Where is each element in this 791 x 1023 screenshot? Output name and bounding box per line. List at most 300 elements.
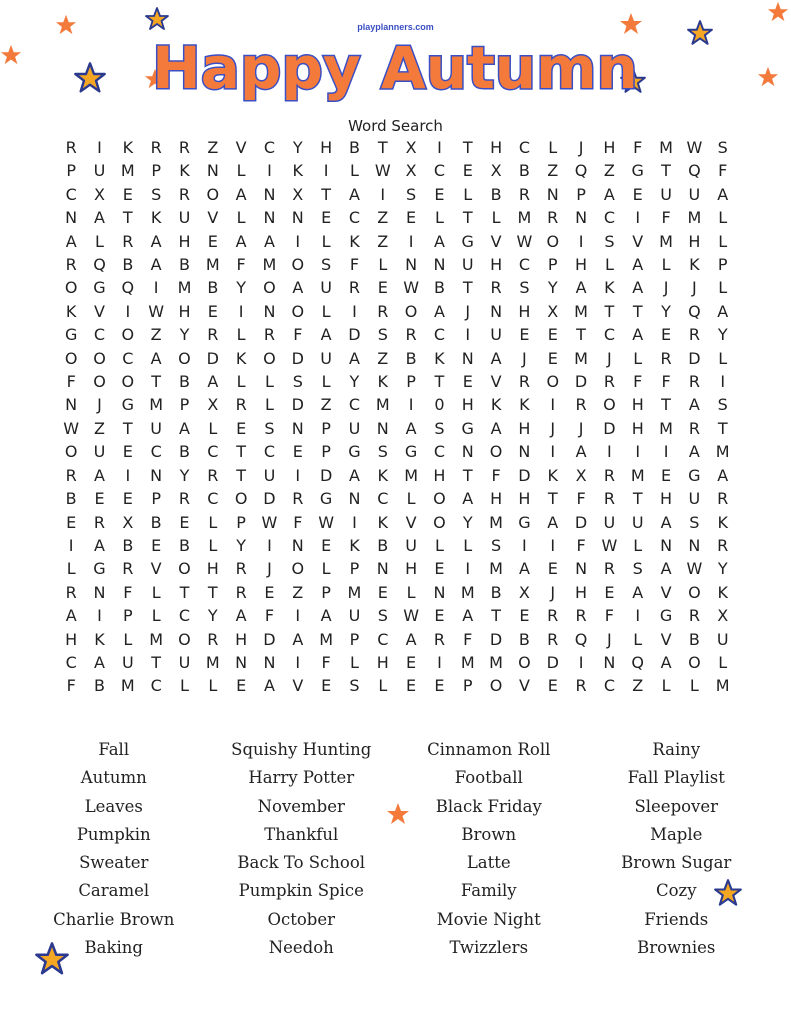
grid-letter[interactable]: H [688, 231, 701, 251]
grid-letter[interactable]: R [518, 184, 530, 204]
grid-letter[interactable]: I [295, 231, 301, 251]
grid-letter[interactable]: L [349, 161, 359, 181]
grid-letter[interactable]: K [519, 395, 530, 415]
grid-letter[interactable]: N [575, 208, 588, 228]
grid-letter[interactable]: A [94, 535, 105, 555]
grid-letter[interactable]: A [65, 231, 77, 251]
grid-letter[interactable]: E [377, 278, 388, 298]
grid-letter[interactable]: U [178, 652, 191, 672]
grid-letter[interactable]: I [238, 301, 244, 321]
grid-letter[interactable]: N [263, 184, 276, 204]
grid-letter[interactable]: O [688, 652, 701, 672]
grid-letter[interactable]: O [178, 559, 191, 579]
grid-letter[interactable]: A [235, 184, 247, 204]
grid-letter[interactable]: I [635, 606, 641, 626]
grid-letter[interactable]: E [462, 161, 473, 181]
grid-letter[interactable]: U [348, 606, 361, 626]
grid-letter[interactable]: K [717, 582, 728, 602]
grid-letter[interactable]: K [349, 231, 360, 251]
grid-letter[interactable]: S [406, 184, 417, 204]
grid-letter[interactable]: B [490, 582, 502, 602]
grid-letter[interactable]: Z [207, 138, 219, 157]
grid-letter[interactable]: G [461, 418, 474, 438]
grid-letter[interactable]: E [604, 582, 615, 602]
grid-letter[interactable]: J [267, 559, 272, 579]
grid-letter[interactable]: V [94, 301, 105, 321]
grid-letter[interactable]: R [547, 208, 559, 228]
grid-letter[interactable]: F [123, 582, 133, 602]
grid-letter[interactable]: E [122, 184, 133, 204]
grid-letter[interactable]: W [516, 231, 533, 251]
grid-letter[interactable]: N [688, 535, 701, 555]
grid-letter[interactable]: L [718, 231, 728, 251]
grid-letter[interactable]: E [434, 559, 445, 579]
grid-letter[interactable]: J [465, 301, 471, 321]
grid-letter[interactable]: T [151, 652, 162, 672]
grid-letter[interactable]: W [601, 535, 618, 555]
grid-letter[interactable]: R [207, 325, 219, 345]
grid-letter[interactable]: C [433, 325, 446, 345]
grid-letter[interactable]: D [603, 418, 616, 438]
grid-letter[interactable]: C [93, 325, 106, 345]
grid-letter[interactable]: P [717, 255, 728, 275]
grid-letter[interactable]: K [377, 372, 389, 392]
grid-letter[interactable]: M [319, 629, 334, 649]
grid-letter[interactable]: R [150, 138, 162, 157]
grid-letter[interactable]: C [348, 208, 361, 228]
grid-letter[interactable]: T [151, 372, 162, 392]
grid-letter[interactable]: R [178, 138, 191, 157]
grid-letter[interactable]: H [490, 138, 503, 157]
grid-letter[interactable]: M [630, 465, 645, 485]
grid-letter[interactable]: N [291, 535, 304, 555]
grid-letter[interactable]: E [406, 676, 417, 696]
grid-letter[interactable]: J [578, 138, 584, 157]
grid-letter[interactable]: T [122, 418, 133, 438]
grid-letter[interactable]: N [206, 161, 219, 181]
grid-letter[interactable]: M [715, 676, 730, 696]
grid-letter[interactable]: L [321, 301, 331, 321]
grid-letter[interactable]: H [575, 255, 588, 275]
grid-letter[interactable]: V [490, 231, 502, 251]
grid-letter[interactable]: I [380, 184, 386, 204]
grid-letter[interactable]: Z [632, 676, 644, 696]
grid-letter[interactable]: K [434, 348, 445, 368]
grid-letter[interactable]: A [433, 301, 445, 321]
grid-letter[interactable]: U [631, 512, 644, 532]
grid-letter[interactable]: Q [631, 652, 645, 672]
grid-letter[interactable]: P [349, 559, 360, 579]
grid-letter[interactable]: L [208, 418, 218, 438]
grid-letter[interactable]: M [574, 301, 588, 321]
grid-letter[interactable]: G [461, 231, 474, 251]
grid-letter[interactable]: J [522, 348, 527, 368]
grid-letter[interactable]: I [408, 395, 414, 415]
grid-letter[interactable]: R [65, 138, 77, 157]
grid-letter[interactable]: D [574, 372, 588, 392]
grid-letter[interactable]: N [93, 582, 106, 602]
grid-letter[interactable]: E [547, 559, 558, 579]
grid-letter[interactable]: R [575, 606, 587, 626]
grid-letter[interactable]: H [235, 629, 248, 649]
grid-letter[interactable]: Q [574, 161, 588, 181]
grid-letter[interactable]: E [547, 348, 558, 368]
grid-letter[interactable]: M [149, 395, 164, 415]
grid-letter[interactable]: E [321, 676, 332, 696]
grid-letter[interactable]: I [550, 395, 556, 415]
grid-letter[interactable]: R [575, 676, 587, 696]
grid-letter[interactable]: D [518, 465, 531, 485]
grid-letter[interactable]: S [717, 138, 728, 157]
grid-letter[interactable]: T [632, 489, 643, 509]
grid-letter[interactable]: F [633, 138, 643, 157]
grid-letter[interactable]: A [348, 184, 360, 204]
grid-letter[interactable]: E [179, 512, 190, 532]
grid-letter[interactable]: L [236, 161, 246, 181]
grid-letter[interactable]: J [607, 348, 612, 368]
grid-letter[interactable]: A [603, 184, 615, 204]
grid-letter[interactable]: T [604, 301, 615, 321]
grid-letter[interactable]: L [265, 372, 274, 392]
grid-letter[interactable]: L [718, 348, 728, 368]
grid-letter[interactable]: R [122, 231, 134, 251]
grid-letter[interactable]: Y [236, 278, 247, 298]
grid-letter[interactable]: H [405, 559, 418, 579]
grid-letter[interactable]: S [321, 255, 332, 275]
grid-letter[interactable]: N [461, 442, 474, 462]
grid-letter[interactable]: V [207, 208, 219, 228]
grid-letter[interactable]: T [661, 395, 671, 415]
grid-letter[interactable]: U [461, 255, 474, 275]
grid-letter[interactable]: H [518, 301, 531, 321]
grid-letter[interactable]: R [688, 418, 700, 438]
grid-letter[interactable]: C [603, 208, 615, 228]
grid-letter[interactable]: I [352, 512, 357, 532]
grid-letter[interactable]: K [235, 348, 247, 368]
grid-letter[interactable]: A [94, 652, 105, 672]
grid-letter[interactable]: B [518, 161, 530, 181]
grid-letter[interactable]: L [718, 208, 728, 228]
grid-letter[interactable]: M [715, 442, 730, 462]
grid-letter[interactable]: A [292, 278, 304, 298]
grid-letter[interactable]: W [374, 161, 391, 181]
grid-letter[interactable]: O [121, 325, 135, 345]
grid-letter[interactable]: I [295, 606, 301, 626]
grid-letter[interactable]: F [349, 255, 360, 275]
grid-letter[interactable]: Z [603, 161, 615, 181]
grid-letter[interactable]: S [292, 372, 303, 392]
grid-letter[interactable]: P [406, 372, 416, 392]
grid-letter[interactable]: C [377, 489, 389, 509]
grid-letter[interactable]: F [718, 161, 728, 181]
grid-letter[interactable]: E [547, 676, 558, 696]
grid-letter[interactable]: V [660, 582, 672, 602]
grid-letter[interactable]: P [122, 606, 133, 626]
grid-letter[interactable]: B [94, 676, 105, 696]
grid-letter[interactable]: A [462, 606, 474, 626]
grid-letter[interactable]: R [93, 512, 106, 532]
grid-letter[interactable]: H [490, 489, 503, 509]
grid-letter[interactable]: R [348, 278, 360, 298]
grid-letter[interactable]: M [177, 278, 192, 298]
grid-letter[interactable]: Q [574, 629, 588, 649]
grid-letter[interactable]: X [122, 512, 134, 532]
grid-letter[interactable]: N [65, 208, 78, 228]
grid-letter[interactable]: O [234, 489, 248, 509]
grid-letter[interactable]: A [462, 489, 474, 509]
grid-letter[interactable]: T [491, 606, 501, 626]
grid-letter[interactable]: E [661, 465, 672, 485]
grid-letter[interactable]: N [603, 652, 616, 672]
grid-letter[interactable]: A [490, 418, 502, 438]
grid-letter[interactable]: U [178, 208, 191, 228]
grid-letter[interactable]: G [121, 395, 135, 415]
grid-letter[interactable]: U [490, 325, 502, 345]
grid-letter[interactable]: A [320, 606, 332, 626]
grid-letter[interactable]: U [320, 278, 332, 298]
grid-letter[interactable]: S [689, 512, 700, 532]
grid-letter[interactable]: B [377, 535, 389, 555]
grid-letter[interactable]: G [93, 278, 106, 298]
grid-letter[interactable]: M [687, 208, 702, 228]
grid-letter[interactable]: I [68, 535, 74, 555]
grid-letter[interactable]: J [663, 278, 669, 298]
grid-letter[interactable]: C [348, 395, 361, 415]
grid-letter[interactable]: R [235, 582, 247, 602]
grid-letter[interactable]: Y [207, 606, 218, 626]
grid-letter[interactable]: S [151, 184, 162, 204]
grid-letter[interactable]: G [518, 512, 531, 532]
grid-letter[interactable]: U [688, 489, 701, 509]
grid-letter[interactable]: M [205, 652, 220, 672]
grid-letter[interactable]: O [603, 395, 616, 415]
grid-letter[interactable]: A [660, 652, 672, 672]
grid-letter[interactable]: G [319, 489, 333, 509]
grid-letter[interactable]: E [321, 208, 332, 228]
grid-letter[interactable]: L [491, 208, 501, 228]
grid-letter[interactable]: I [578, 652, 584, 672]
grid-letter[interactable]: H [65, 629, 78, 649]
grid-letter[interactable]: M [659, 418, 673, 438]
grid-letter[interactable]: U [716, 629, 729, 649]
grid-letter[interactable]: Y [717, 559, 728, 579]
grid-letter[interactable]: I [465, 325, 471, 345]
grid-letter[interactable]: F [236, 255, 246, 275]
grid-letter[interactable]: L [689, 676, 699, 696]
grid-letter[interactable]: H [461, 395, 474, 415]
grid-letter[interactable]: R [603, 559, 615, 579]
grid-letter[interactable]: F [576, 535, 586, 555]
grid-letter[interactable]: E [434, 676, 445, 696]
grid-letter[interactable]: A [292, 629, 304, 649]
grid-letter[interactable]: B [207, 278, 219, 298]
grid-letter[interactable]: L [208, 535, 218, 555]
grid-letter[interactable]: Y [179, 465, 190, 485]
grid-letter[interactable]: N [405, 255, 418, 275]
grid-letter[interactable]: J [97, 395, 102, 415]
grid-letter[interactable]: T [462, 465, 473, 485]
grid-letter[interactable]: O [93, 348, 106, 368]
grid-letter[interactable]: K [122, 138, 134, 157]
grid-letter[interactable]: B [518, 629, 530, 649]
grid-letter[interactable]: D [489, 629, 503, 649]
grid-letter[interactable]: H [575, 582, 588, 602]
grid-letter[interactable]: D [206, 348, 219, 368]
grid-letter[interactable]: L [548, 138, 558, 157]
grid-letter[interactable]: I [295, 652, 301, 672]
grid-letter[interactable]: N [433, 582, 446, 602]
grid-letter[interactable]: E [207, 231, 218, 251]
grid-letter[interactable]: Y [717, 325, 728, 345]
grid-letter[interactable]: E [264, 582, 275, 602]
grid-letter[interactable]: K [547, 465, 558, 485]
grid-letter[interactable]: T [236, 442, 247, 462]
grid-letter[interactable]: O [404, 301, 418, 321]
grid-letter[interactable]: R [688, 372, 700, 392]
grid-letter[interactable]: L [463, 535, 473, 555]
grid-letter[interactable]: S [434, 418, 445, 438]
grid-letter[interactable]: R [122, 559, 134, 579]
grid-letter[interactable]: R [292, 489, 304, 509]
grid-letter[interactable]: Y [462, 512, 473, 532]
grid-letter[interactable]: Y [236, 535, 247, 555]
grid-letter[interactable]: L [265, 395, 274, 415]
grid-letter[interactable]: K [94, 629, 105, 649]
grid-letter[interactable]: B [122, 535, 134, 555]
grid-letter[interactable]: M [659, 231, 673, 251]
grid-letter[interactable]: M [149, 629, 164, 649]
grid-letter[interactable]: K [604, 278, 615, 298]
grid-letter[interactable]: P [321, 582, 331, 602]
grid-letter[interactable]: A [632, 325, 644, 345]
grid-letter[interactable]: U [263, 465, 276, 485]
grid-letter[interactable]: N [291, 418, 304, 438]
grid-letter[interactable]: Z [320, 395, 332, 415]
grid-letter[interactable]: B [433, 278, 445, 298]
grid-letter[interactable]: M [659, 138, 673, 157]
grid-letter[interactable]: V [150, 559, 162, 579]
grid-letter[interactable]: R [65, 255, 77, 275]
grid-letter[interactable]: I [578, 231, 584, 251]
grid-letter[interactable]: Y [661, 301, 671, 321]
grid-letter[interactable]: A [94, 208, 105, 228]
grid-letter[interactable]: L [633, 348, 643, 368]
grid-letter[interactable]: G [64, 325, 78, 345]
grid-letter[interactable]: U [93, 442, 106, 462]
grid-letter[interactable]: B [150, 512, 162, 532]
grid-letter[interactable]: O [489, 676, 503, 696]
grid-letter[interactable]: A [632, 255, 644, 275]
grid-letter[interactable]: V [405, 512, 417, 532]
grid-letter[interactable]: U [405, 535, 417, 555]
grid-letter[interactable]: H [518, 418, 531, 438]
grid-letter[interactable]: C [150, 442, 162, 462]
grid-letter[interactable]: R [235, 395, 247, 415]
grid-letter[interactable]: N [65, 395, 78, 415]
grid-letter[interactable]: O [206, 184, 220, 204]
grid-letter[interactable]: L [434, 535, 444, 555]
grid-letter[interactable]: N [461, 348, 474, 368]
grid-letter[interactable]: E [462, 372, 473, 392]
grid-letter[interactable]: C [603, 676, 615, 696]
grid-letter[interactable]: I [550, 442, 556, 462]
grid-letter[interactable]: P [321, 418, 331, 438]
grid-letter[interactable]: J [578, 418, 584, 438]
grid-letter[interactable]: K [179, 161, 190, 181]
grid-letter[interactable]: M [460, 652, 475, 672]
grid-letter[interactable]: A [575, 442, 587, 462]
grid-letter[interactable]: S [377, 442, 388, 462]
grid-letter[interactable]: C [150, 676, 162, 696]
grid-letter[interactable]: T [576, 325, 586, 345]
grid-letter[interactable]: L [463, 184, 473, 204]
grid-letter[interactable]: M [517, 208, 532, 228]
grid-letter[interactable]: T [717, 418, 728, 438]
grid-letter[interactable]: V [660, 629, 672, 649]
grid-letter[interactable]: O [291, 255, 305, 275]
grid-letter[interactable]: S [264, 418, 275, 438]
grid-letter[interactable]: P [462, 676, 473, 696]
grid-letter[interactable]: I [153, 278, 159, 298]
grid-letter[interactable]: Y [349, 372, 360, 392]
grid-letter[interactable]: E [66, 512, 77, 532]
grid-letter[interactable]: A [433, 231, 445, 251]
grid-letter[interactable]: G [631, 161, 644, 181]
grid-letter[interactable]: S [377, 325, 388, 345]
grid-letter[interactable]: R [178, 184, 191, 204]
grid-letter[interactable]: G [659, 606, 673, 626]
grid-letter[interactable]: R [603, 372, 615, 392]
grid-letter[interactable]: C [518, 138, 530, 157]
grid-letter[interactable]: A [660, 512, 672, 532]
grid-letter[interactable]: N [518, 442, 531, 462]
grid-letter[interactable]: L [321, 559, 331, 579]
grid-letter[interactable]: N [376, 559, 389, 579]
grid-letter[interactable]: L [151, 606, 161, 626]
grid-letter[interactable]: I [550, 535, 556, 555]
grid-letter[interactable]: R [717, 489, 729, 509]
grid-letter[interactable]: O [64, 442, 78, 462]
grid-letter[interactable]: A [575, 278, 587, 298]
grid-letter[interactable]: J [607, 629, 612, 649]
grid-letter[interactable]: R [547, 629, 559, 649]
grid-letter[interactable]: G [93, 559, 106, 579]
grid-letter[interactable]: B [122, 255, 134, 275]
grid-letter[interactable]: A [688, 442, 700, 462]
grid-letter[interactable]: K [717, 512, 728, 532]
grid-letter[interactable]: 0 [434, 395, 445, 415]
grid-letter[interactable]: Y [292, 138, 303, 157]
grid-letter[interactable]: F [66, 676, 76, 696]
grid-letter[interactable]: E [434, 184, 445, 204]
grid-letter[interactable]: F [293, 325, 303, 345]
grid-letter[interactable]: F [321, 652, 331, 672]
grid-letter[interactable]: X [94, 184, 105, 204]
grid-letter[interactable]: C [603, 325, 615, 345]
grid-letter[interactable]: T [632, 301, 643, 321]
grid-letter[interactable]: L [718, 278, 728, 298]
grid-letter[interactable]: V [235, 138, 247, 157]
grid-letter[interactable]: I [352, 301, 357, 321]
grid-letter[interactable]: T [179, 582, 190, 602]
grid-letter[interactable]: A [235, 231, 247, 251]
grid-letter[interactable]: R [603, 489, 615, 509]
grid-letter[interactable]: F [661, 208, 671, 228]
grid-letter[interactable]: N [575, 559, 588, 579]
grid-letter[interactable]: A [179, 418, 190, 438]
grid-letter[interactable]: D [319, 465, 333, 485]
grid-letter[interactable]: T [462, 138, 473, 157]
